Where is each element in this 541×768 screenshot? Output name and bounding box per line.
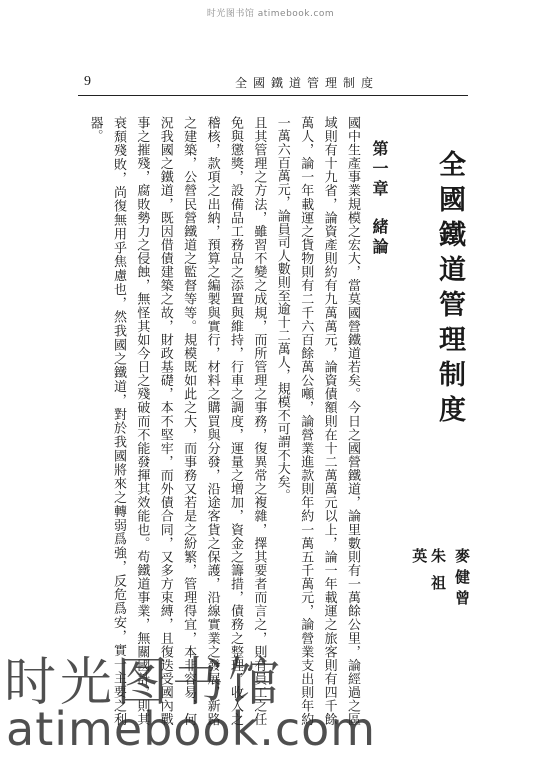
author-block — [410, 548, 471, 628]
chapter-number: 第一章 — [370, 140, 389, 200]
chapter-body — [82, 116, 364, 726]
page-number: 9 — [84, 74, 91, 89]
author-name: 麥健曾 — [453, 548, 471, 611]
paragraph-1: 國中生產事業規模之宏大，當莫國營鐵道若矣。今日之國營鐵道，論里數則有一萬餘公里，論經過之區域則有十九省，論資產則約有九萬萬元，論資債額則在十二萬萬元以上，論一年載運之旅客則有四千餘萬人，論一年載運之貨物則有二千六百餘萬公噸，論營業進款則年約一萬五千萬元，論營業支出則年約一萬六百萬元，論員司人數則至逾十二萬人，規模不可謂不大矣。 — [274, 116, 360, 726]
author-1 — [452, 548, 471, 611]
chapter-heading — [368, 140, 391, 258]
running-header: 全國鐵道管理制度 — [234, 76, 379, 90]
chapter-title: 緒論 — [370, 218, 389, 258]
book-title: 全國鐵道管理制度 — [434, 150, 465, 430]
author-name: 朱祖英 — [410, 548, 447, 602]
header-rule — [78, 95, 468, 96]
author-2 — [410, 548, 448, 628]
watermark-cn: 时光图书馆 — [4, 653, 285, 713]
watermark-en: atimebook.com — [6, 702, 377, 756]
source-url: 时光图书馆 atimebook.com — [206, 9, 335, 19]
paragraph-2: 且其管理之方法，雖習不變之成規，而所管理之事務，復異常之複雜，擇其要者而言之，則有員工之任免與懲獎，設備品工務品之添置與維持，行車之調度，運量之增加，資金之籌措，債務之整理，收入之稽核，款項之出納，預算之編製與實行，材料之購買與分發，沿途客貨之保護，沿線實業之發展，新路之建築，公營民營鐵道之監督等等。規模既如此之大，而事務又若是之紛繁，管理得宜，本非容易，何況我國之鐵道，既因借債建築之故，財政基礎，本不堅牢，而外債合同，又多方束縛，且復迭受國內戰事之摧殘，腐敗勢力之侵蝕，無怪其如今日之殘破而不能發揮其效能也。苟鐵道事業，無關國計，則其衰頹殘敗，尚復無用乎焦慮也，然我國之鐵道，對於我國將來之轉弱爲強，反危爲安，實一主要之利器。 — [87, 116, 267, 726]
